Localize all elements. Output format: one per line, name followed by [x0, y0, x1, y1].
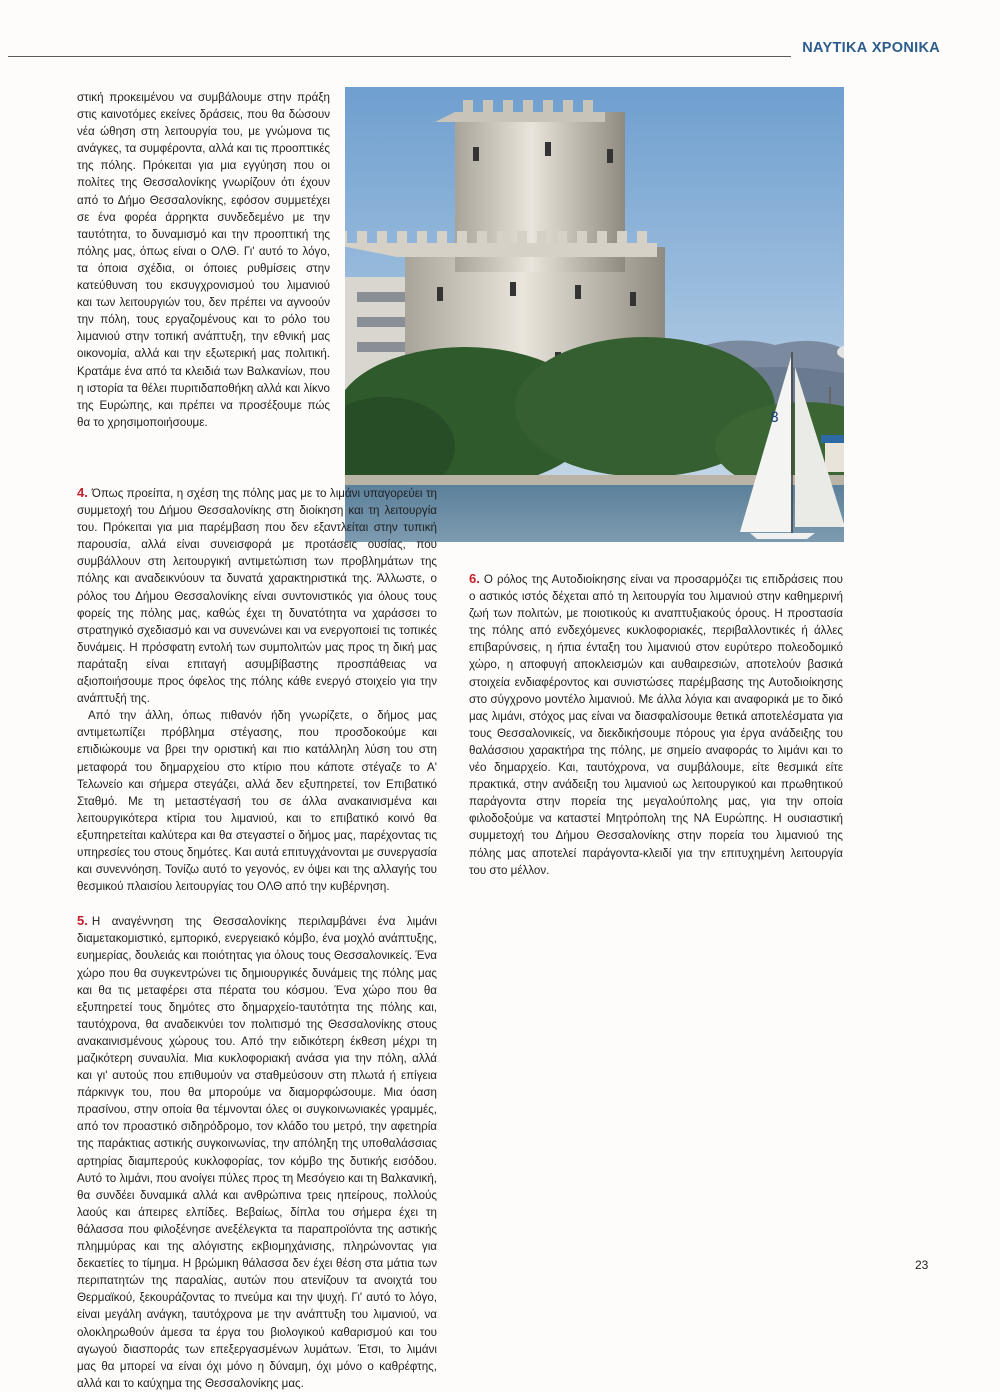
intro-column — [77, 89, 330, 431]
left-column — [77, 484, 437, 1392]
section-6-number: 6. — [469, 571, 480, 586]
intro-paragraph: στική προκειμένου να συμβάλουμε στην πράξη στις καινοτόμες εκείνες δράσεις, που θα δώσουν νέα ώθηση στη λειτουργία του, με γνώμονα τις ανάγκες, τα συμφέροντα, αλλά και τις προοπτικές της πόλης. Πρόκειται για μια εγγύηση που οι πολίτες της Θεσσαλονίκης γνωρίζουν ότι έχουν από το Δήμο Θεσσαλονίκης, εφόσον συμμετέχει σε ένα φορέα άρρηκτα συνδεδεμένο με την ταυτότητα, το δυναμισμό και την προοπτική της πόλης μας, όπως είναι ο ΟΛΘ. Γι' αυτό το λόγο, τα όποια σχέδια, οι όποιες ρυθμίσεις στην κατεύθυνση του εκσυγχρονισμού του λιμανιού και των λειτουργιών του, δεν πρέπει να αγνοούν την πόλη, τους εργαζομένους και το ρόλο του λιμανιού στην τοπική ανάπτυξη, την εθνική μας οικονομία, αλλά και την εξωτερική μας πολιτική. Κρατάμε ένα από τα κλειδιά των Βαλκανίων, που η ιστορία τα θέλει πυριτιδαποθήκη αλλά και λίκνο της Ευρώπης, και πρέπει να προσέξουμε πώς θα το χρησιμοποιήσουμε. — [77, 91, 330, 429]
magazine-title: ΝΑΥΤΙΚΑ ΧΡΟΝΙΚΑ — [802, 40, 940, 56]
page-number: 23 — [915, 1258, 929, 1272]
right-column — [469, 553, 843, 879]
header-rule — [8, 56, 791, 57]
section-5-number: 5. — [77, 913, 88, 929]
sail-number: 8 — [770, 410, 779, 426]
section-4-number: 4. — [77, 485, 88, 500]
section-6-paragraph: 6. Ο ρόλος της Αυτοδιοίκησης είναι να προσαρμόζει τις επιδράσεις που ο αστικός ιστός δέχεται από τη λειτουργία του λιμανιού στην καθημερινή ζωή των πολιτών, με ποιοτικούς κι αναπτυξιακούς όρους. Η προστασία της πόλης από ενδεχόμενες κυκλοφοριακές, περιβαλλοντικές ή άλλες επιβαρύνσεις, η ήπια ένταξη του λιμανιού στον ευρύτερο πολεοδομικό χώρο, η αποφυγή αποκλεισμών και αυθαιρεσιών, αποτελούν βασικά στοιχεία ενδιαφέροντος και συνιστώσες παρέμβασης της Αυτοδιοίκησης στο σύγχρονο μοντέλο λιμανιού. Με άλλα λόγια και αναφορικά με το δικό μας λιμάνι, στόχος μας είναι να διασφαλίσουμε θετικά αποτελέσματα για τους Θεσσαλονικείς, να διεκδικήσουμε πόρους για έργα ανάδειξης του θαλάσσιου χαρακτήρα της πόλης, με σημείο αναφοράς το λιμάνι και το νέο δημαρχείο. Και, ταυτόχρονα, να συμβάλουμε, είτε θεσμικά είτε πρακτικά, στην ανάδειξη του λιμανιού ως λειτουργικού και πρωθητικού παράγοντα στην πορεία της μεγαλούπολης μας, για την οποία φιλοδοξούμε να καταστεί Μητρόπολη της ΝΑ Ευρώπης. Η ουσιαστική συμμετοχή του Δήμου Θεσσαλονίκης στην πορεία του λιμανιού της πόλης μας αποτελεί παράγοντα-κλειδί για την επιτυχημένη λειτουργία του στο μέλλον. — [469, 571, 843, 877]
section-4-paragraph: 4. Όπως προείπα, η σχέση της πόλης μας με το λιμάνι υπαγορεύει τη συμμετοχή του Δήμου Θεσσαλονίκης στη διοίκηση και τη λειτουργία του. Πρόκειται για μια παρέμβαση που δεν εξαντλείται στην τυπική παρουσία, αλλά είναι συνεισφορά με προτάσεις ουσίας, που συμβάλλουν στη λειτουργική αντιμετώπιση των προβλημάτων της πόλης και αναδεικνύουν τα δυνατά χαρακτηριστικά της. Άλλωστε, ο ρόλος του Δήμου Θεσσαλονίκης είναι συντονιστικός για όλους τους φορείς της πόλης μας, καθώς έχει τη δυνατότητα να χαράσσει το στρατηγικό σχεδιασμό και να συνενώνει και να ενεργοποιεί τις τοπικές δυνάμεις. Η πρόσφατη εντολή των συμπολιτών μας προς τη δική μας παράταξη είναι επιταγή ασυμβίβαστης προσπάθειας να αξιοποιήσουμε προς όφελος της πόλης κάθε ενεργό στοιχείο για την ανάπτυξή της. — [77, 485, 437, 706]
section-4-paragraph-2: Από την άλλη, όπως πιθανόν ήδη γνωρίζετε, ο δήμος μας αντιμετωπίζει πρόβλημα στέγασης, που προσδοκούμε και επιδιώκουμε να βρει την οριστική και πιο κατάλληλη λύση του στη μεταφορά του δημαρχείου στο κτίριο που κάποτε στέγαζε το Α' Τελωνείο και σήμερα στεγάζει, αλλά δεν εξυπηρετεί, τον Επιβατικό Σταθμό. Με τη μεταστέγασή του σε άλλα ανακαινισμένα και λειτουργικότερα κτίρια του λιμανιού, και το επιβατικό κοινό θα εξυπηρετείται καλύτερα και θα στεγαστεί ο δήμος μας, παρέχοντας τις υπηρεσίες του στους δημότες. Και αυτά επιτυγχάνονται με συνεργασία και συνεννόηση. Τονίζω αυτό το γεγονός, εν όψει και της αλλαγής του θεσμικού πλαισίου λειτουργίας του ΟΛΘ από την κυβέρνηση. — [77, 709, 437, 894]
white-tower-photo — [345, 87, 844, 542]
section-5-paragraph: 5. Η αναγέννηση της Θεσσαλονίκης περιλαμβάνει ένα λιμάνι διαμετακομιστικό, εμπορικό, ενεργειακό κόμβο, ένα μοχλό ανάπτυξης, ευημερίας, δουλειάς και ποιότητας για όλους τους Θεσσαλονικείς. Ένα χώρο που θα συγκεντρώνει τις δημιουργικές δυνάμεις της πόλης μας και θα τις μεταφέρει στα πέρατα του κόσμου. Ένα χώρο που θα εξυπηρετεί τους δημότες στο δημαρχείο-ταυτότητα της πόλης και, ταυτόχρονα, θα αναδεικνύει τον πολιτισμό της Θεσσαλονίκης στους ανακαινισμένους χώρους του. Από την ειδικότερη έκθεση μέχρι τη μαζικότερη συναυλία. Μια κυκλοφοριακή ανάσα για την πόλη, αλλά και γι' αυτούς που επιθυμούν να σταθμεύσουν στη πλωτά ή επίγεια πάρκινγκ του, που θα μπορούμε να διαμορφώσουμε. Μια όαση πρασίνου, στην οποία θα τέμνονται όλες οι συγκοινωνιακές γραμμές, από τον προαστικό σιδηρόδρομο, τον κλάδο του μετρό, την αφετηρία της παράκτιας αστικής συγκοινωνίας, την απόληξη της υποθαλάσσιας αρτηρίας διαμπερούς κυκλοφορίας, τον κόμβο της δυτικής εισόδου. Αυτό το λιμάνι, που ανοίγει πύλες προς τη Μεσόγειο και τη Βαλκανική, θα συνδέει δυναμικά αλλά και ανθρώπινα τρεις ηπείρους, πολλούς λαούς και άπειρες ελπίδες. Βεβαίως, δίπλα του σήμερα έχει τη θάλασσα που φιλοξένησε ανεξέλεγκτα τα παραπροϊόντα της αστικής πλημμύρας και της αλόγιστης εκβιομηχάνισης, πληρώνοντας για δεκαετίες το τίμημα. Η βρώμικη θάλασσα δεν έχει θέση στα μάτια των περιπατητών της παραλίας, αυτών που ατενίζουν τα ανοιχτά του Θερμαϊκού, ξεκουράζοντας το πνεύμα και την ψυχή. Γι' αυτό το λόγο, είναι μεγάλη ανάγκη, ταυτόχρονα με την ανάπτυξη του λιμανιού, να ολοκληρωθούν άμεσα τα έργα του βιολογικού καθαρισμού και του αγωγού διασποράς των επεξεργασμένων λυμάτων. Έτσι, το λιμάνι μας θα μπορεί να είναι όχι μόνο η δύναμη, όχι μόνο ο καθρέφτης, αλλά και το καύχημα της Θεσσαλονίκης μας. — [77, 913, 437, 1390]
